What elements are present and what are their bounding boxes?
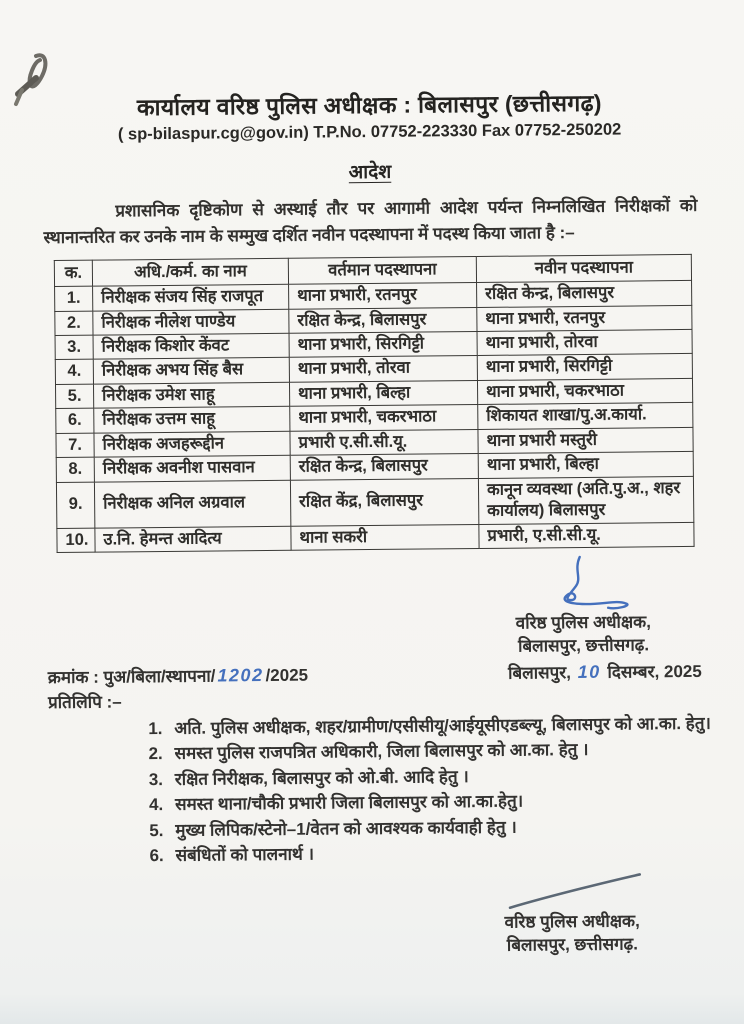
- row-sno: 9.: [56, 482, 94, 528]
- order-title: आदेश: [348, 161, 392, 184]
- list-item-number: 5.: [149, 820, 164, 840]
- signatory-location: बिलासपुर, छत्तीसगढ़.: [506, 934, 638, 955]
- column-header-name: अधि./कर्म. का नाम: [92, 258, 288, 286]
- transfer-table: [54, 254, 695, 553]
- mid-signature-block: [458, 553, 709, 659]
- reference-number-line: [48, 662, 308, 687]
- column-header-sno: क.: [54, 260, 92, 287]
- row-sno: 6.: [56, 408, 94, 433]
- list-item-text: अति. पुलिस अधीक्षक, शहर/ग्रामीण/एसीसीयू/आईयूसीएडब्ल्यू, बिलासपुर को आ.का. हेतु।: [174, 713, 712, 738]
- row-current-posting: रक्षित केन्द्र, बिलासपुर: [290, 454, 478, 480]
- row-sno: 1.: [55, 286, 93, 311]
- office-contact-line: ( sp-bilaspur.cg@gov.in) T.P.No. 07752-223330 Fax 07752-250202: [117, 120, 622, 144]
- row-sno: 7.: [56, 433, 94, 458]
- list-item-text: समस्त थाना/चौकी प्रभारी जिला बिलासपुर को आ.का.हेतु।: [174, 791, 524, 815]
- list-item-text: रक्षित निरीक्षक, बिलासपुर को ओ.बी. आदि हेतु ।: [174, 766, 469, 789]
- row-current-posting: थाना प्रभारी, तोरवा: [289, 356, 477, 382]
- reference-and-date-row: [48, 659, 702, 688]
- signature-stroke-icon: [492, 870, 652, 914]
- row-new-posting: थाना प्रभारी, चकरभाठा: [477, 378, 692, 405]
- row-new-posting: प्रभारी, ए.सी.सी.यू.: [479, 522, 694, 549]
- row-current-posting: रक्षित केंद्र, बिलासपुर: [290, 478, 478, 526]
- row-current-posting: प्रभारी ए.सी.सी.यू.: [290, 429, 478, 455]
- row-sno: 2.: [55, 311, 93, 336]
- copies-list: [148, 711, 714, 869]
- reference-number-handwritten: 1202: [217, 664, 264, 686]
- date-place: बिलासपुर,: [507, 662, 571, 683]
- row-name: निरीक्षक नीलेश पाण्डेय: [93, 309, 289, 335]
- row-sno: 5.: [55, 384, 93, 409]
- date-month-year: दिसम्बर, 2025: [607, 661, 702, 682]
- row-current-posting: रक्षित केन्द्र, बिलासपुर: [289, 307, 477, 333]
- row-current-posting: थाना प्रभारी, चकरभाठा: [290, 405, 478, 431]
- date-line: [508, 659, 702, 684]
- row-current-posting: थाना सकरी: [291, 524, 479, 550]
- row-new-posting: रक्षित केन्द्र, बिलासपुर: [477, 281, 692, 308]
- intro-paragraph: प्रशासनिक दृष्टिकोण से अस्थाई तौर पर आगामी आदेश पर्यन्त निम्नलिखित निरीक्षकों को स्थानान्तरित कर उनके नाम के सम्मुख दर्शित नवीन पदस्थापना में पदस्थ किया जाता है :–: [43, 195, 698, 248]
- column-header-current-posting: वर्तमान पदस्थापना: [288, 256, 476, 284]
- signatory-title: वरिष्ठ पुलिस अधीक्षक,: [515, 612, 651, 633]
- list-item-text: समस्त पुलिस राजपत्रित अधिकारी, जिला बिलासपुर को आ.का. हेतु ।: [174, 740, 589, 764]
- list-item-number: 4.: [148, 795, 164, 815]
- row-name: निरीक्षक किशोर केंवट: [93, 333, 289, 359]
- office-title: कार्यालय वरिष्ठ पुलिस अधीक्षक : बिलासपुर (छत्तीसगढ़): [136, 89, 602, 121]
- reference-year: /2025: [265, 665, 309, 685]
- row-new-posting: थाना प्रभारी मस्तुरी: [478, 427, 693, 454]
- row-current-posting: थाना प्रभारी, बिल्हा: [289, 380, 477, 406]
- list-item-number: 1.: [148, 718, 163, 738]
- footer-signature-block: [457, 870, 688, 958]
- row-sno: 4.: [55, 360, 93, 385]
- row-name: निरीक्षक अवनीश पासवान: [94, 455, 290, 481]
- list-item-number: 3.: [148, 769, 164, 789]
- row-name: निरीक्षक अजहरूद्दीन: [94, 431, 290, 457]
- row-name: निरीक्षक अनिल अग्रवाल: [94, 480, 290, 528]
- table-row: [57, 522, 694, 553]
- row-current-posting: थाना प्रभारी, सिरगिट्टी: [289, 331, 477, 357]
- list-item-text: मुख्य लिपिक/स्टेनो–1/वेतन को आवश्यक कार्यवाही हेतु ।: [175, 817, 517, 840]
- row-name: उ.नि. हेमन्त आदित्य: [95, 526, 291, 552]
- row-name: निरीक्षक उत्तम साहू: [94, 407, 290, 433]
- row-sno: 3.: [55, 335, 93, 360]
- row-name: निरीक्षक अभय सिंह बैस: [93, 358, 289, 384]
- list-item-number: 6.: [149, 846, 164, 866]
- list-item: [149, 838, 714, 869]
- list-item-number: 2.: [148, 744, 163, 764]
- row-new-posting: थाना प्रभारी, सिरगिट्टी: [477, 354, 692, 381]
- row-sno: 10.: [57, 528, 95, 553]
- date-day-handwritten: 10: [577, 661, 601, 682]
- copies-label: प्रतिलिपि :–: [47, 692, 122, 712]
- row-new-posting: थाना प्रभारी, रतनपुर: [477, 305, 692, 332]
- table-row: [56, 476, 693, 528]
- signatory-title: वरिष्ठ पुलिस अधीक्षक,: [504, 911, 640, 932]
- row-new-posting: थाना प्रभारी, तोरवा: [477, 329, 692, 356]
- signature-ink-icon: [508, 553, 659, 616]
- row-name: निरीक्षक संजय सिंह राजपूत: [93, 284, 289, 310]
- row-name: निरीक्षक उमेश साहू: [93, 382, 289, 408]
- row-new-posting: कानून व्यवस्था (अति.पु.अ., शहर कार्यालय) बिलासपुर: [478, 476, 693, 524]
- column-header-new-posting: नवीन पदस्थापना: [476, 254, 691, 283]
- row-sno: 8.: [56, 457, 94, 482]
- row-new-posting: थाना प्रभारी, बिल्हा: [478, 452, 693, 479]
- reference-label: क्रमांक : पुअ/बिला/स्थापना/: [47, 666, 216, 687]
- list-item-text: संबंधितों को पालनार्थ ।: [175, 844, 315, 866]
- row-current-posting: थाना प्रभारी, रतनपुर: [289, 283, 477, 309]
- signatory-location: बिलासपुर, छत्तीसगढ़.: [517, 635, 650, 656]
- row-new-posting: शिकायत शाखा/पु.अ.कार्या.: [478, 403, 693, 430]
